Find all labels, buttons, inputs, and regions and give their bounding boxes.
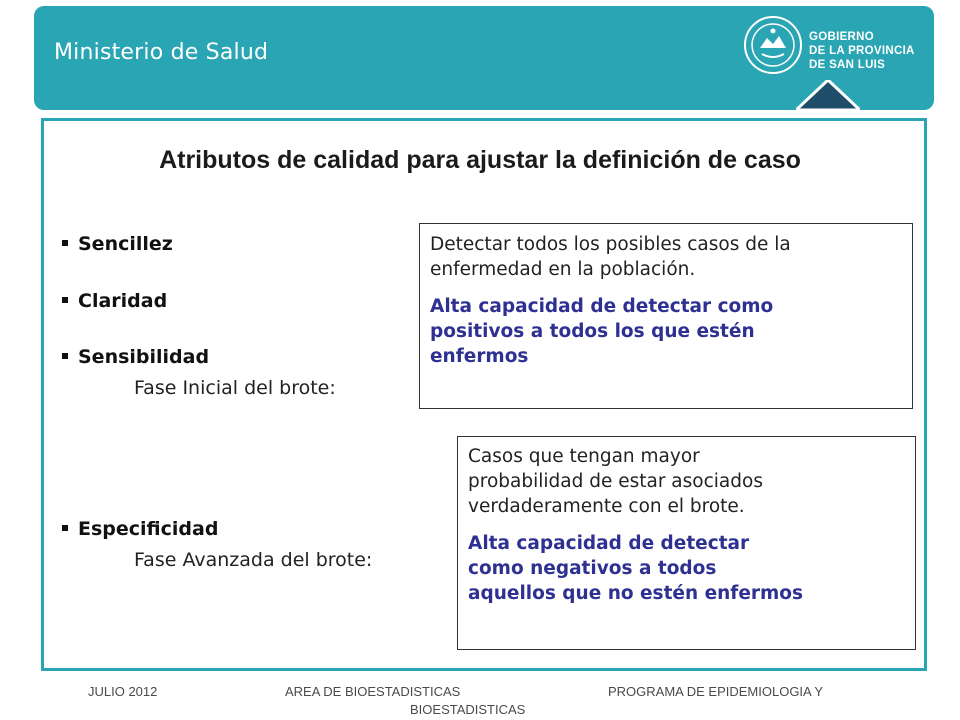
specificity-definition-box: Casos que tengan mayor probabilidad de estar asociados verdaderamente con el brote. Alta capacidad de detectar como negativos a todos aquellos que no estén enfermos (457, 436, 916, 650)
phase-advanced-label: Fase Avanzada del brote: (134, 549, 373, 571)
phase-initial-label: Fase Inicial del brote: (134, 377, 336, 399)
government-logo-text: GOBIERNO DE LA PROVINCIA DE SAN LUIS (809, 31, 915, 71)
footer-program: PROGRAMA DE EPIDEMIOLOGIA Y (608, 684, 824, 699)
bullet-especificidad: Especificidad (62, 518, 218, 540)
sensitivity-definition-box: Detectar todos los posibles casos de la enfermedad en la población. Alta capacidad de detectar como positivos a todos los que estén enfermos (419, 223, 913, 409)
bullet-square-icon (62, 525, 68, 531)
ministry-title: Ministerio de Salud (54, 40, 269, 65)
bullet-sencillez: Sencillez (62, 233, 173, 255)
corner-triangle-decoration (796, 80, 860, 112)
bullet-square-icon (62, 297, 68, 303)
bullet-square-icon (62, 240, 68, 246)
bullet-square-icon (62, 353, 68, 359)
province-seal-icon (742, 14, 804, 76)
footer-area-continuation: BIOESTADISTICAS (410, 702, 526, 717)
bullet-claridad: Claridad (62, 290, 167, 312)
footer-area: AREA DE BIOESTADISTICAS (285, 684, 461, 699)
footer-date: JULIO 2012 (88, 684, 158, 699)
header-band (34, 6, 934, 110)
slide-title: Atributos de calidad para ajustar la definición de caso (159, 146, 801, 174)
bullet-sensibilidad: Sensibilidad (62, 346, 209, 368)
